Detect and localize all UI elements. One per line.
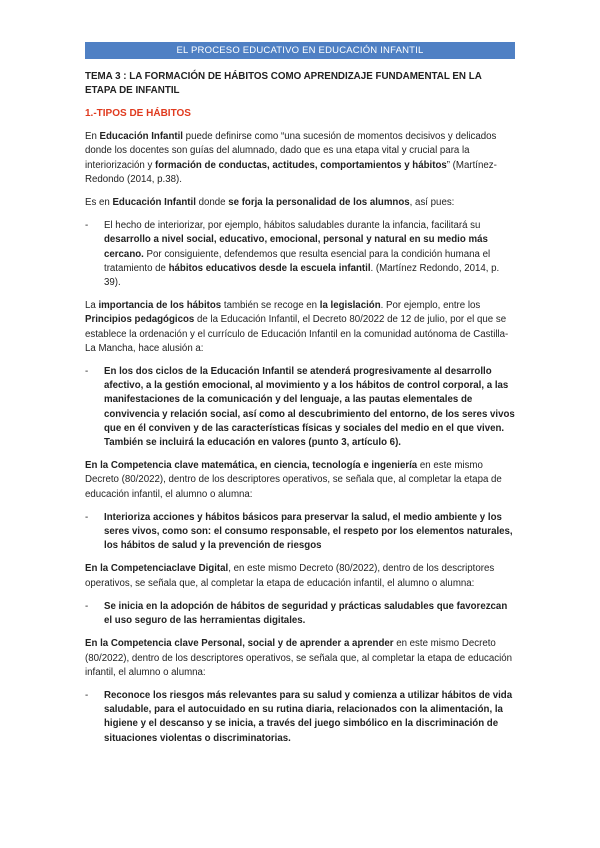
bullet-dash: - xyxy=(85,689,89,701)
bullet-text: El hecho de interiorizar, por ejemplo, hábitos saludables durante la infancia, facilitará su desarrollo a nivel social, educativo, emocional, personal y natural en su medio más cercano. Por consiguiente, defendemos que resulta esencial para la condición humana el tratamiento de hábitos educativos desde la escuela infantil. (Martínez Redondo, 2014, p. 39). xyxy=(104,220,500,289)
list-item xyxy=(85,600,515,628)
list-item xyxy=(85,365,515,450)
document-header-title: EL PROCESO EDUCATIVO EN EDUCACIÓN INFANTIL xyxy=(176,45,424,56)
bullet-text: Interioriza acciones y hábitos básicos para preservar la salud, el medio ambiente y los seres vivos, como son: el consumo responsable, el respeto por los elementos naturales, los hábitos de salud y la prevención de riesgos xyxy=(104,511,513,552)
bullet-text: Se inicia en la adopción de hábitos de seguridad y prácticas saludables que favorezcan el uso seguro de las herramientas digitales. xyxy=(104,600,508,627)
paragraph-personality: Es en Educación Infantil donde se forja la personalidad de los alumnos, así pues: xyxy=(85,197,455,209)
bullet-dash: - xyxy=(85,511,89,523)
list-item xyxy=(85,511,515,554)
paragraph-competencia-digital: En la Competenciaclave Digital, en este mismo Decreto (80/2022), dentro de los descriptores operativos, se señala que, al completar la etapa de educación infantil, el alumno o alumna: xyxy=(85,563,495,589)
list-item xyxy=(85,219,515,290)
document-body xyxy=(85,70,515,755)
paragraph-competencia-matematica: En la Competencia clave matemática, en ciencia, tecnología e ingeniería en este mismo Decreto (80/2022), dentro de los descriptores operativos, se señala que, al completar la etapa de educación infantil, el alumno o alumna: xyxy=(85,460,502,500)
bullet-dash: - xyxy=(85,220,89,232)
bullet-text: En los dos ciclos de la Educación Infantil se atenderá progresivamente al desarrollo afectivo, a la gestión emocional, al movimiento y a los hábitos de control corporal, a las manifestaciones de la comunicación y del lenguaje, a las pautas elementales de convivencia y relación social, así como al descubrimiento del entorno, de los seres vivos que en él conviven y de las características físicas y sociales del medio en el que viven. También se incluirá la educación en valores (punto 3, artículo 6). xyxy=(104,366,515,449)
bullet-text: Reconoce los riesgos más relevantes para su salud y comienza a utilizar hábitos de vida saludable, para el autocuidado en su rutina diaria, relacionados con la alimentación, la higiene y el descanso y se inicia, a través del juego simbólico en la discriminación de situaciones violentas o discriminatorias. xyxy=(104,689,513,744)
section-heading: 1.-TIPOS DE HÁBITOS xyxy=(85,108,191,119)
bullet-dash: - xyxy=(85,366,89,378)
topic-title: TEMA 3 : LA FORMACIÓN DE HÁBITOS COMO APRENDIZAJE FUNDAMENTAL EN LA ETAPA DE INFANTIL xyxy=(85,71,482,96)
paragraph-competencia-personal: En la Competencia clave Personal, social y de aprender a aprender en este mismo Decreto (80/2022), dentro de los descriptores operativos, se señala que, al completar la etapa de educación infantil, el alumno o alumna: xyxy=(85,638,513,678)
bullet-dash: - xyxy=(85,600,89,612)
paragraph-legislation: La importancia de los hábitos también se recoge en la legislación. Por ejemplo, entre los Principios pedagógicos de la Educación Infantil, el Decreto 80/2022 de 12 de julio, por el que se establece la ordenación y el currículo de Educación Infantil en la comunidad autónoma de Castilla-La Mancha, hace alusión a: xyxy=(85,300,509,354)
list-item xyxy=(85,689,515,746)
document-header-banner xyxy=(85,42,515,59)
paragraph-definition: En Educación Infantil puede definirse como “una sucesión de momentos decisivos y delicados donde los docentes son guías del alumnado, dado que es una etapa vital y crucial para la interiorización y formación de conductas, actitudes, comportamientos y hábitos” (Martínez-Redondo (2014, p.38). xyxy=(85,131,497,185)
